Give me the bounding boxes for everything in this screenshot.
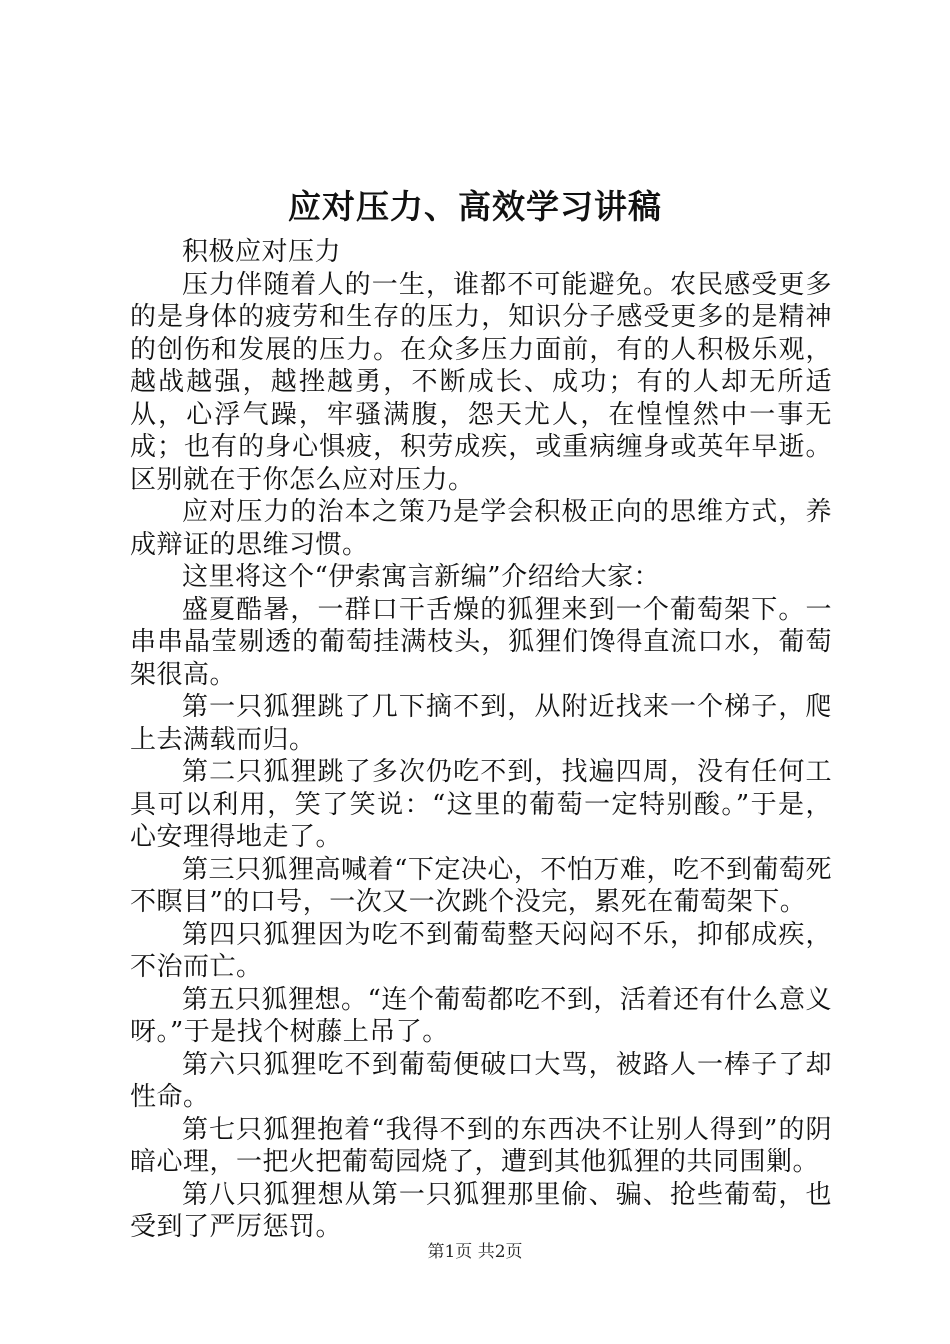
document-body bbox=[130, 236, 832, 1244]
paragraph: 这里将这个“伊索寓言新编”介绍给大家： bbox=[182, 562, 661, 592]
paragraph: 压力伴随着人的一生，谁都不可能避免。农民感受更多的是身体的疲劳和生存的压力，知识分子感受更多的是精神的创伤和发展的压力。在众多压力面前，有的人积极乐观，越战越强，越挫越勇，不断成长、成功；有的人却无所适从，心浮气躁，牢骚满腹，怨天尤人，在惶惶然中一事无成；也有的身心惧疲，积劳成疾，或重病缠身或英年早逝。区别就在于你怎么应对压力。 bbox=[130, 269, 832, 495]
paragraph: 第四只狐狸因为吃不到葡萄整天闷闷不乐，抑郁成疾，不治而亡。 bbox=[130, 919, 832, 982]
paragraph: 第一只狐狸跳了几下摘不到，从附近找来一个梯子，爬上去满载而归。 bbox=[130, 692, 832, 755]
paragraph: 第八只狐狸想从第一只狐狸那里偷、骗、抢些葡萄，也受到了严厉惩罚。 bbox=[130, 1179, 832, 1242]
paragraph: 第五只狐狸想。“连个葡萄都吃不到，活着还有什么意义呀。”于是找个树藤上吊了。 bbox=[130, 984, 832, 1047]
page-footer: 第1页 共2页 bbox=[427, 1242, 523, 1262]
paragraph: 应对压力的治本之策乃是学会积极正向的思维方式，养成辩证的思维习惯。 bbox=[130, 497, 832, 560]
paragraph-subheading: 积极应对压力 bbox=[182, 237, 342, 267]
paragraph: 盛夏酷暑，一群口干舌燥的狐狸来到一个葡萄架下。一串串晶莹剔透的葡萄挂满枝头，狐狸们馋得直流口水，葡萄架很高。 bbox=[130, 594, 832, 690]
paragraph: 第二只狐狸跳了多次仍吃不到，找遍四周，没有任何工具可以利用，笑了笑说：“这里的葡萄一定特别酸。”于是，心安理得地走了。 bbox=[130, 757, 832, 852]
document-title: 应对压力、高效学习讲稿 bbox=[288, 187, 662, 226]
paragraph: 第六只狐狸吃不到葡萄便破口大骂，被路人一棒子了却性命。 bbox=[130, 1049, 832, 1112]
paragraph: 第七只狐狸抱着“我得不到的东西决不让别人得到”的阴暗心理，一把火把葡萄园烧了，遭到其他狐狸的共同围剿。 bbox=[130, 1114, 832, 1177]
paragraph: 第三只狐狸高喊着“下定决心，不怕万难，吃不到葡萄死不瞑目”的口号，一次又一次跳个没完，累死在葡萄架下。 bbox=[130, 854, 832, 917]
